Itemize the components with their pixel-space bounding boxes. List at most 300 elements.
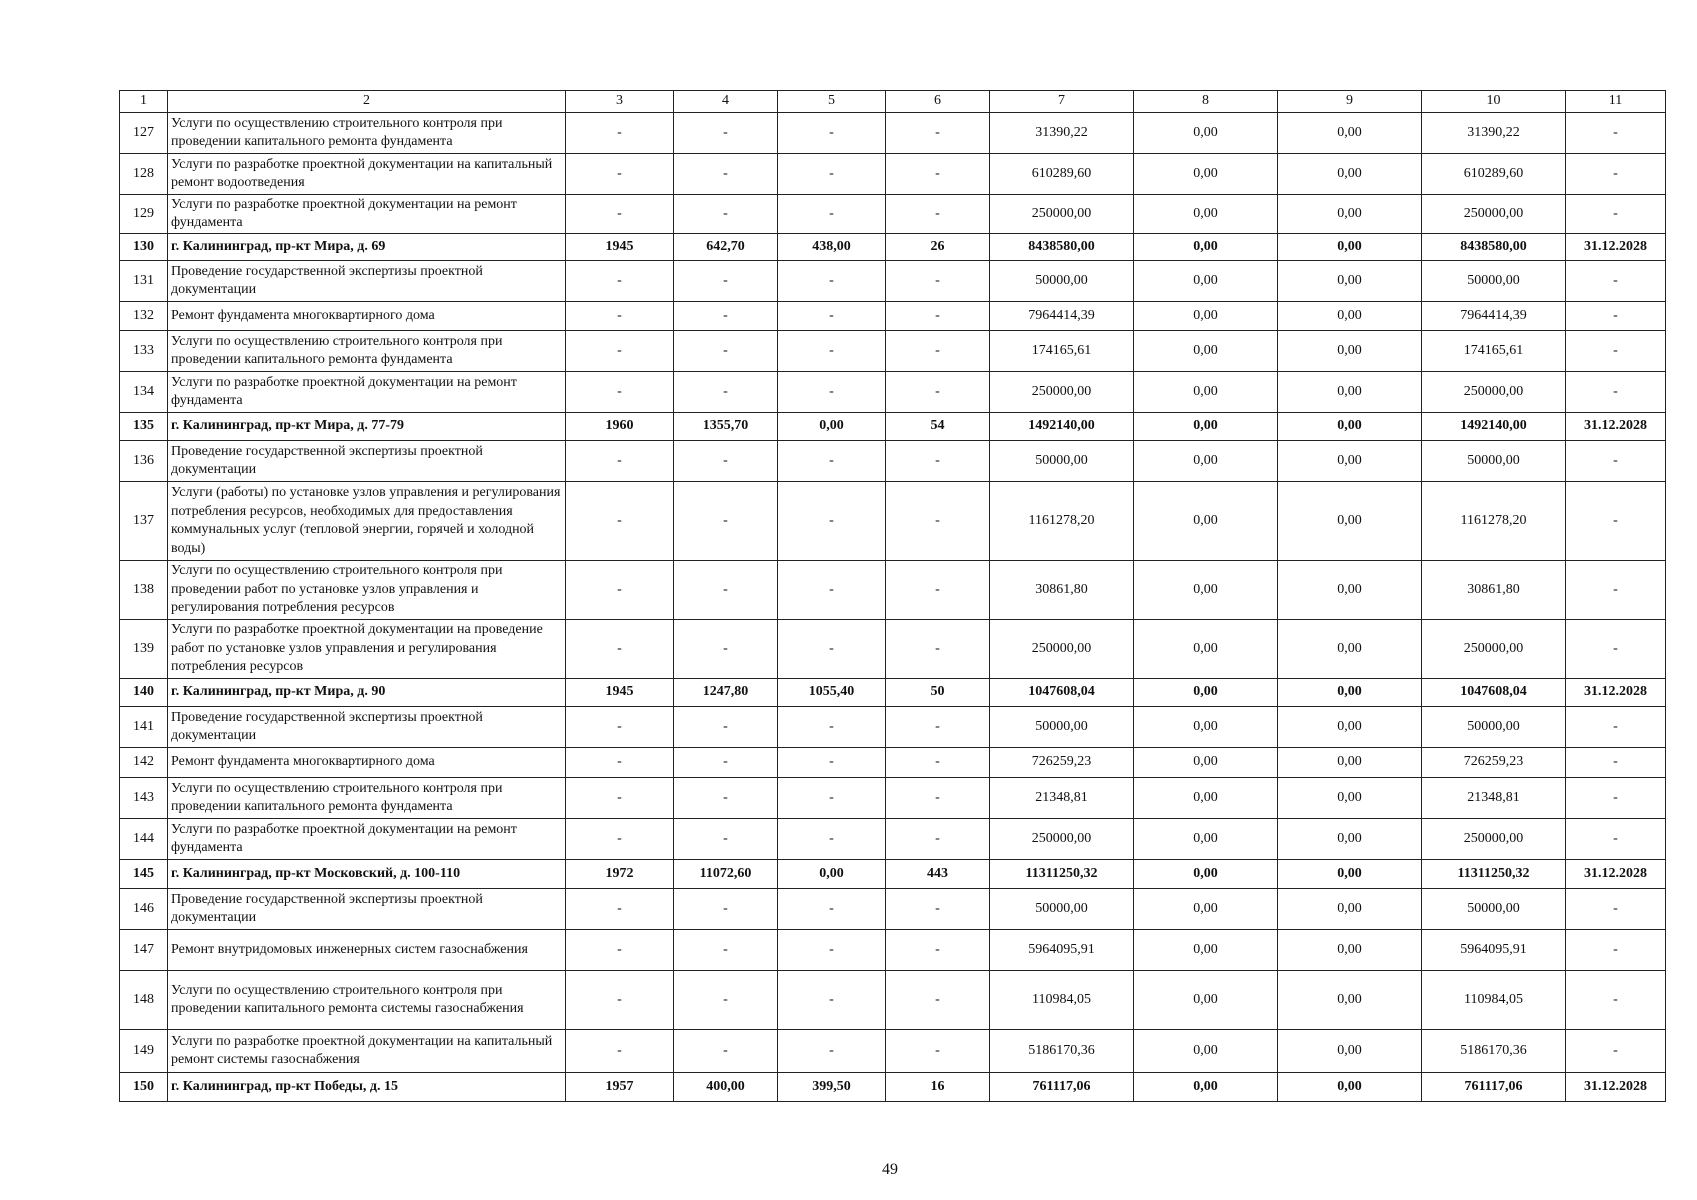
residents-count-cell: 16 xyxy=(886,1073,990,1102)
total-cost-cell: 30861,80 xyxy=(990,561,1134,620)
residents-count-cell: 54 xyxy=(886,413,990,441)
total-cost-cell: 8438580,00 xyxy=(990,234,1134,261)
total-cost-cell: 174165,61 xyxy=(990,331,1134,372)
cost-col-10-cell: 11311250,32 xyxy=(1422,860,1566,889)
residential-area-cell: - xyxy=(778,331,886,372)
residents-count-cell: - xyxy=(886,1030,990,1073)
completion-date-cell: - xyxy=(1566,930,1666,971)
header-cell: 3 xyxy=(566,91,674,113)
year-built-cell: - xyxy=(566,372,674,413)
cost-col-9-cell: 0,00 xyxy=(1278,561,1422,620)
row-number-cell: 148 xyxy=(120,971,168,1030)
row-number-cell: 127 xyxy=(120,113,168,154)
work-item-row xyxy=(120,372,1666,413)
year-built-cell: - xyxy=(566,113,674,154)
cost-col-9-cell: 0,00 xyxy=(1278,261,1422,302)
completion-date-cell: - xyxy=(1566,482,1666,561)
cost-col-8-cell: 0,00 xyxy=(1134,413,1278,441)
row-number-cell: 142 xyxy=(120,748,168,778)
year-built-cell: 1945 xyxy=(566,234,674,261)
cost-col-9-cell: 0,00 xyxy=(1278,302,1422,331)
work-description-cell: Услуги по осуществлению строительного контроля при проведении работ по установке узлов управления и регулирования потребления ресурсов xyxy=(168,561,566,620)
program-table xyxy=(119,90,1666,1102)
residential-area-cell: - xyxy=(778,971,886,1030)
residential-area-cell: - xyxy=(778,748,886,778)
residents-count-cell: - xyxy=(886,261,990,302)
cost-col-9-cell: 0,00 xyxy=(1278,679,1422,707)
total-area-cell: - xyxy=(674,819,778,860)
cost-col-8-cell: 0,00 xyxy=(1134,819,1278,860)
cost-col-10-cell: 1492140,00 xyxy=(1422,413,1566,441)
residents-count-cell: 50 xyxy=(886,679,990,707)
completion-date-cell: - xyxy=(1566,302,1666,331)
total-cost-cell: 1047608,04 xyxy=(990,679,1134,707)
row-number-cell: 147 xyxy=(120,930,168,971)
year-built-cell: - xyxy=(566,971,674,1030)
row-number-cell: 133 xyxy=(120,331,168,372)
completion-date-cell: - xyxy=(1566,195,1666,234)
residents-count-cell: - xyxy=(886,889,990,930)
total-area-cell: - xyxy=(674,302,778,331)
row-number-cell: 128 xyxy=(120,154,168,195)
column-number-header-row xyxy=(120,91,1666,113)
residents-count-cell: - xyxy=(886,331,990,372)
cost-col-10-cell: 50000,00 xyxy=(1422,707,1566,748)
cost-col-10-cell: 174165,61 xyxy=(1422,331,1566,372)
year-built-cell: - xyxy=(566,195,674,234)
cost-col-8-cell: 0,00 xyxy=(1134,154,1278,195)
work-item-row xyxy=(120,1030,1666,1073)
year-built-cell: - xyxy=(566,331,674,372)
cost-col-8-cell: 0,00 xyxy=(1134,302,1278,331)
work-description-cell: г. Калининград, пр-кт Московский, д. 100-110 xyxy=(168,860,566,889)
cost-col-10-cell: 250000,00 xyxy=(1422,195,1566,234)
cost-col-9-cell: 0,00 xyxy=(1278,620,1422,679)
cost-col-10-cell: 1047608,04 xyxy=(1422,679,1566,707)
total-area-cell: 11072,60 xyxy=(674,860,778,889)
residential-area-cell: - xyxy=(778,302,886,331)
cost-col-9-cell: 0,00 xyxy=(1278,413,1422,441)
cost-col-9-cell: 0,00 xyxy=(1278,971,1422,1030)
cost-col-10-cell: 21348,81 xyxy=(1422,778,1566,819)
work-description-cell: Услуги по осуществлению строительного контроля при проведении капитального ремонта фундамента xyxy=(168,113,566,154)
work-description-cell: Услуги по разработке проектной документации на проведение работ по установке узлов управления и регулирования потребления ресурсов xyxy=(168,620,566,679)
total-area-cell: - xyxy=(674,748,778,778)
residents-count-cell: - xyxy=(886,620,990,679)
total-cost-cell: 21348,81 xyxy=(990,778,1134,819)
row-number-cell: 138 xyxy=(120,561,168,620)
page-number: 49 xyxy=(882,1161,898,1178)
work-item-row xyxy=(120,707,1666,748)
work-description-cell: г. Калининград, пр-кт Победы, д. 15 xyxy=(168,1073,566,1102)
total-cost-cell: 50000,00 xyxy=(990,707,1134,748)
residents-count-cell: - xyxy=(886,482,990,561)
row-number-cell: 149 xyxy=(120,1030,168,1073)
total-area-cell: - xyxy=(674,113,778,154)
cost-col-8-cell: 0,00 xyxy=(1134,889,1278,930)
total-cost-cell: 250000,00 xyxy=(990,372,1134,413)
residential-area-cell: - xyxy=(778,819,886,860)
work-item-row xyxy=(120,561,1666,620)
total-area-cell: 1247,80 xyxy=(674,679,778,707)
header-cell: 10 xyxy=(1422,91,1566,113)
work-description-cell: Ремонт внутридомовых инженерных систем газоснабжения xyxy=(168,930,566,971)
work-description-cell: г. Калининград, пр-кт Мира, д. 90 xyxy=(168,679,566,707)
residents-count-cell: 443 xyxy=(886,860,990,889)
cost-col-8-cell: 0,00 xyxy=(1134,778,1278,819)
completion-date-cell: 31.12.2028 xyxy=(1566,860,1666,889)
residents-count-cell: - xyxy=(886,195,990,234)
total-cost-cell: 250000,00 xyxy=(990,620,1134,679)
cost-col-10-cell: 5186170,36 xyxy=(1422,1030,1566,1073)
row-number-cell: 136 xyxy=(120,441,168,482)
work-description-cell: Проведение государственной экспертизы проектной документации xyxy=(168,889,566,930)
work-item-row xyxy=(120,930,1666,971)
residential-area-cell: - xyxy=(778,1030,886,1073)
year-built-cell: - xyxy=(566,889,674,930)
year-built-cell: 1957 xyxy=(566,1073,674,1102)
completion-date-cell: - xyxy=(1566,889,1666,930)
work-description-cell: Услуги по разработке проектной документации на капитальный ремонт системы газоснабжения xyxy=(168,1030,566,1073)
work-item-row xyxy=(120,195,1666,234)
cost-col-8-cell: 0,00 xyxy=(1134,234,1278,261)
total-cost-cell: 110984,05 xyxy=(990,971,1134,1030)
row-number-cell: 143 xyxy=(120,778,168,819)
completion-date-cell: 31.12.2028 xyxy=(1566,1073,1666,1102)
residential-area-cell: - xyxy=(778,441,886,482)
cost-col-8-cell: 0,00 xyxy=(1134,930,1278,971)
total-area-cell: - xyxy=(674,482,778,561)
total-cost-cell: 761117,06 xyxy=(990,1073,1134,1102)
cost-col-10-cell: 31390,22 xyxy=(1422,113,1566,154)
cost-col-8-cell: 0,00 xyxy=(1134,860,1278,889)
cost-col-9-cell: 0,00 xyxy=(1278,113,1422,154)
cost-col-10-cell: 50000,00 xyxy=(1422,441,1566,482)
year-built-cell: 1960 xyxy=(566,413,674,441)
header-cell: 2 xyxy=(168,91,566,113)
cost-col-10-cell: 7964414,39 xyxy=(1422,302,1566,331)
cost-col-8-cell: 0,00 xyxy=(1134,331,1278,372)
year-built-cell: 1945 xyxy=(566,679,674,707)
work-item-row xyxy=(120,302,1666,331)
total-area-cell: - xyxy=(674,889,778,930)
work-description-cell: Ремонт фундамента многоквартирного дома xyxy=(168,302,566,331)
year-built-cell: - xyxy=(566,930,674,971)
year-built-cell: - xyxy=(566,302,674,331)
work-description-cell: Услуги (работы) по установке узлов управления и регулирования потребления ресурсов, необходимых для предоставления коммунальных услуг (тепловой энергии, горячей и холодной воды) xyxy=(168,482,566,561)
address-row xyxy=(120,679,1666,707)
total-area-cell: - xyxy=(674,261,778,302)
work-description-cell: Ремонт фундамента многоквартирного дома xyxy=(168,748,566,778)
total-area-cell: - xyxy=(674,441,778,482)
residents-count-cell: - xyxy=(886,561,990,620)
completion-date-cell: 31.12.2028 xyxy=(1566,234,1666,261)
work-item-row xyxy=(120,441,1666,482)
header-cell: 6 xyxy=(886,91,990,113)
row-number-cell: 140 xyxy=(120,679,168,707)
work-description-cell: г. Калининград, пр-кт Мира, д. 77-79 xyxy=(168,413,566,441)
residents-count-cell: - xyxy=(886,819,990,860)
total-area-cell: 1355,70 xyxy=(674,413,778,441)
work-description-cell: Проведение государственной экспертизы проектной документации xyxy=(168,441,566,482)
cost-col-10-cell: 250000,00 xyxy=(1422,372,1566,413)
cost-col-9-cell: 0,00 xyxy=(1278,1030,1422,1073)
address-row xyxy=(120,234,1666,261)
row-number-cell: 146 xyxy=(120,889,168,930)
total-cost-cell: 31390,22 xyxy=(990,113,1134,154)
total-cost-cell: 726259,23 xyxy=(990,748,1134,778)
completion-date-cell: - xyxy=(1566,561,1666,620)
completion-date-cell: - xyxy=(1566,1030,1666,1073)
cost-col-8-cell: 0,00 xyxy=(1134,372,1278,413)
total-cost-cell: 250000,00 xyxy=(990,819,1134,860)
work-description-cell: Услуги по разработке проектной документации на капитальный ремонт водоотведения xyxy=(168,154,566,195)
residential-area-cell: 399,50 xyxy=(778,1073,886,1102)
work-description-cell: г. Калининград, пр-кт Мира, д. 69 xyxy=(168,234,566,261)
year-built-cell: 1972 xyxy=(566,860,674,889)
residents-count-cell: - xyxy=(886,154,990,195)
total-cost-cell: 50000,00 xyxy=(990,261,1134,302)
completion-date-cell: - xyxy=(1566,748,1666,778)
row-number-cell: 150 xyxy=(120,1073,168,1102)
residential-area-cell: - xyxy=(778,195,886,234)
residential-area-cell: - xyxy=(778,930,886,971)
year-built-cell: - xyxy=(566,748,674,778)
completion-date-cell: - xyxy=(1566,620,1666,679)
cost-col-9-cell: 0,00 xyxy=(1278,707,1422,748)
cost-col-9-cell: 0,00 xyxy=(1278,154,1422,195)
residential-area-cell: 0,00 xyxy=(778,413,886,441)
total-cost-cell: 5186170,36 xyxy=(990,1030,1134,1073)
total-area-cell: - xyxy=(674,620,778,679)
completion-date-cell: 31.12.2028 xyxy=(1566,679,1666,707)
year-built-cell: - xyxy=(566,1030,674,1073)
residential-area-cell: - xyxy=(778,778,886,819)
work-description-cell: Услуги по разработке проектной документации на ремонт фундамента xyxy=(168,372,566,413)
residential-area-cell: - xyxy=(778,707,886,748)
work-item-row xyxy=(120,971,1666,1030)
cost-col-8-cell: 0,00 xyxy=(1134,261,1278,302)
total-area-cell: - xyxy=(674,372,778,413)
cost-col-10-cell: 761117,06 xyxy=(1422,1073,1566,1102)
completion-date-cell: - xyxy=(1566,261,1666,302)
header-cell: 5 xyxy=(778,91,886,113)
completion-date-cell: - xyxy=(1566,331,1666,372)
residential-area-cell: 0,00 xyxy=(778,860,886,889)
year-built-cell: - xyxy=(566,819,674,860)
total-cost-cell: 610289,60 xyxy=(990,154,1134,195)
total-area-cell: - xyxy=(674,154,778,195)
completion-date-cell: - xyxy=(1566,441,1666,482)
cost-col-8-cell: 0,00 xyxy=(1134,1030,1278,1073)
total-cost-cell: 1492140,00 xyxy=(990,413,1134,441)
cost-col-10-cell: 726259,23 xyxy=(1422,748,1566,778)
work-description-cell: Услуги по осуществлению строительного контроля при проведении капитального ремонта системы газоснабжения xyxy=(168,971,566,1030)
completion-date-cell: - xyxy=(1566,819,1666,860)
cost-col-8-cell: 0,00 xyxy=(1134,1073,1278,1102)
cost-col-9-cell: 0,00 xyxy=(1278,441,1422,482)
cost-col-8-cell: 0,00 xyxy=(1134,679,1278,707)
cost-col-8-cell: 0,00 xyxy=(1134,561,1278,620)
completion-date-cell: - xyxy=(1566,113,1666,154)
year-built-cell: - xyxy=(566,778,674,819)
residents-count-cell: - xyxy=(886,302,990,331)
cost-col-8-cell: 0,00 xyxy=(1134,748,1278,778)
year-built-cell: - xyxy=(566,482,674,561)
header-cell: 4 xyxy=(674,91,778,113)
total-cost-cell: 5964095,91 xyxy=(990,930,1134,971)
completion-date-cell: - xyxy=(1566,154,1666,195)
residents-count-cell: 26 xyxy=(886,234,990,261)
row-number-cell: 134 xyxy=(120,372,168,413)
table-body xyxy=(120,91,1666,1102)
residential-area-cell: - xyxy=(778,889,886,930)
year-built-cell: - xyxy=(566,561,674,620)
cost-col-9-cell: 0,00 xyxy=(1278,748,1422,778)
row-number-cell: 132 xyxy=(120,302,168,331)
cost-col-10-cell: 250000,00 xyxy=(1422,620,1566,679)
total-area-cell: - xyxy=(674,778,778,819)
row-number-cell: 139 xyxy=(120,620,168,679)
total-area-cell: - xyxy=(674,561,778,620)
work-item-row xyxy=(120,748,1666,778)
header-cell: 1 xyxy=(120,91,168,113)
cost-col-10-cell: 8438580,00 xyxy=(1422,234,1566,261)
completion-date-cell: - xyxy=(1566,971,1666,1030)
header-cell: 11 xyxy=(1566,91,1666,113)
total-area-cell: - xyxy=(674,971,778,1030)
residential-area-cell: - xyxy=(778,561,886,620)
residential-area-cell: - xyxy=(778,620,886,679)
cost-col-10-cell: 1161278,20 xyxy=(1422,482,1566,561)
row-number-cell: 144 xyxy=(120,819,168,860)
cost-col-9-cell: 0,00 xyxy=(1278,860,1422,889)
total-cost-cell: 7964414,39 xyxy=(990,302,1134,331)
total-area-cell: - xyxy=(674,331,778,372)
cost-col-9-cell: 0,00 xyxy=(1278,819,1422,860)
cost-col-9-cell: 0,00 xyxy=(1278,331,1422,372)
residential-area-cell: - xyxy=(778,482,886,561)
work-description-cell: Услуги по осуществлению строительного контроля при проведении капитального ремонта фундамента xyxy=(168,331,566,372)
cost-col-10-cell: 50000,00 xyxy=(1422,261,1566,302)
residential-area-cell: - xyxy=(778,113,886,154)
total-cost-cell: 11311250,32 xyxy=(990,860,1134,889)
work-description-cell: Услуги по разработке проектной документации на ремонт фундамента xyxy=(168,195,566,234)
completion-date-cell: 31.12.2028 xyxy=(1566,413,1666,441)
cost-col-10-cell: 610289,60 xyxy=(1422,154,1566,195)
cost-col-9-cell: 0,00 xyxy=(1278,482,1422,561)
work-item-row xyxy=(120,113,1666,154)
residents-count-cell: - xyxy=(886,372,990,413)
cost-col-9-cell: 0,00 xyxy=(1278,930,1422,971)
total-cost-cell: 50000,00 xyxy=(990,889,1134,930)
total-cost-cell: 1161278,20 xyxy=(990,482,1134,561)
work-item-row xyxy=(120,819,1666,860)
row-number-cell: 145 xyxy=(120,860,168,889)
work-description-cell: Проведение государственной экспертизы проектной документации xyxy=(168,707,566,748)
total-area-cell: - xyxy=(674,707,778,748)
residential-area-cell: 438,00 xyxy=(778,234,886,261)
completion-date-cell: - xyxy=(1566,778,1666,819)
residential-area-cell: - xyxy=(778,372,886,413)
cost-col-8-cell: 0,00 xyxy=(1134,441,1278,482)
cost-col-10-cell: 30861,80 xyxy=(1422,561,1566,620)
residents-count-cell: - xyxy=(886,113,990,154)
cost-col-9-cell: 0,00 xyxy=(1278,889,1422,930)
residents-count-cell: - xyxy=(886,971,990,1030)
cost-col-10-cell: 110984,05 xyxy=(1422,971,1566,1030)
cost-col-9-cell: 0,00 xyxy=(1278,234,1422,261)
total-cost-cell: 250000,00 xyxy=(990,195,1134,234)
year-built-cell: - xyxy=(566,620,674,679)
residents-count-cell: - xyxy=(886,748,990,778)
cost-col-10-cell: 5964095,91 xyxy=(1422,930,1566,971)
work-item-row xyxy=(120,778,1666,819)
year-built-cell: - xyxy=(566,261,674,302)
cost-col-9-cell: 0,00 xyxy=(1278,372,1422,413)
work-item-row xyxy=(120,331,1666,372)
address-row xyxy=(120,1073,1666,1102)
residential-area-cell: 1055,40 xyxy=(778,679,886,707)
residential-area-cell: - xyxy=(778,261,886,302)
cost-col-9-cell: 0,00 xyxy=(1278,1073,1422,1102)
cost-col-10-cell: 250000,00 xyxy=(1422,819,1566,860)
residents-count-cell: - xyxy=(886,707,990,748)
cost-col-8-cell: 0,00 xyxy=(1134,195,1278,234)
work-item-row xyxy=(120,620,1666,679)
header-cell: 8 xyxy=(1134,91,1278,113)
work-item-row xyxy=(120,482,1666,561)
cost-col-9-cell: 0,00 xyxy=(1278,778,1422,819)
row-number-cell: 141 xyxy=(120,707,168,748)
work-item-row xyxy=(120,261,1666,302)
work-item-row xyxy=(120,154,1666,195)
work-description-cell: Проведение государственной экспертизы проектной документации xyxy=(168,261,566,302)
header-cell: 7 xyxy=(990,91,1134,113)
cost-col-8-cell: 0,00 xyxy=(1134,620,1278,679)
cost-col-8-cell: 0,00 xyxy=(1134,707,1278,748)
row-number-cell: 135 xyxy=(120,413,168,441)
work-description-cell: Услуги по разработке проектной документации на ремонт фундамента xyxy=(168,819,566,860)
residents-count-cell: - xyxy=(886,778,990,819)
total-area-cell: - xyxy=(674,195,778,234)
cost-col-8-cell: 0,00 xyxy=(1134,113,1278,154)
work-description-cell: Услуги по осуществлению строительного контроля при проведении капитального ремонта фундамента xyxy=(168,778,566,819)
residential-area-cell: - xyxy=(778,154,886,195)
address-row xyxy=(120,413,1666,441)
residents-count-cell: - xyxy=(886,441,990,482)
total-area-cell: - xyxy=(674,930,778,971)
cost-col-8-cell: 0,00 xyxy=(1134,482,1278,561)
row-number-cell: 131 xyxy=(120,261,168,302)
year-built-cell: - xyxy=(566,154,674,195)
year-built-cell: - xyxy=(566,707,674,748)
address-row xyxy=(120,860,1666,889)
work-item-row xyxy=(120,889,1666,930)
row-number-cell: 129 xyxy=(120,195,168,234)
completion-date-cell: - xyxy=(1566,372,1666,413)
total-cost-cell: 50000,00 xyxy=(990,441,1134,482)
cost-col-9-cell: 0,00 xyxy=(1278,195,1422,234)
total-area-cell: 400,00 xyxy=(674,1073,778,1102)
row-number-cell: 137 xyxy=(120,482,168,561)
cost-col-10-cell: 50000,00 xyxy=(1422,889,1566,930)
row-number-cell: 130 xyxy=(120,234,168,261)
year-built-cell: - xyxy=(566,441,674,482)
total-area-cell: 642,70 xyxy=(674,234,778,261)
cost-col-8-cell: 0,00 xyxy=(1134,971,1278,1030)
residents-count-cell: - xyxy=(886,930,990,971)
